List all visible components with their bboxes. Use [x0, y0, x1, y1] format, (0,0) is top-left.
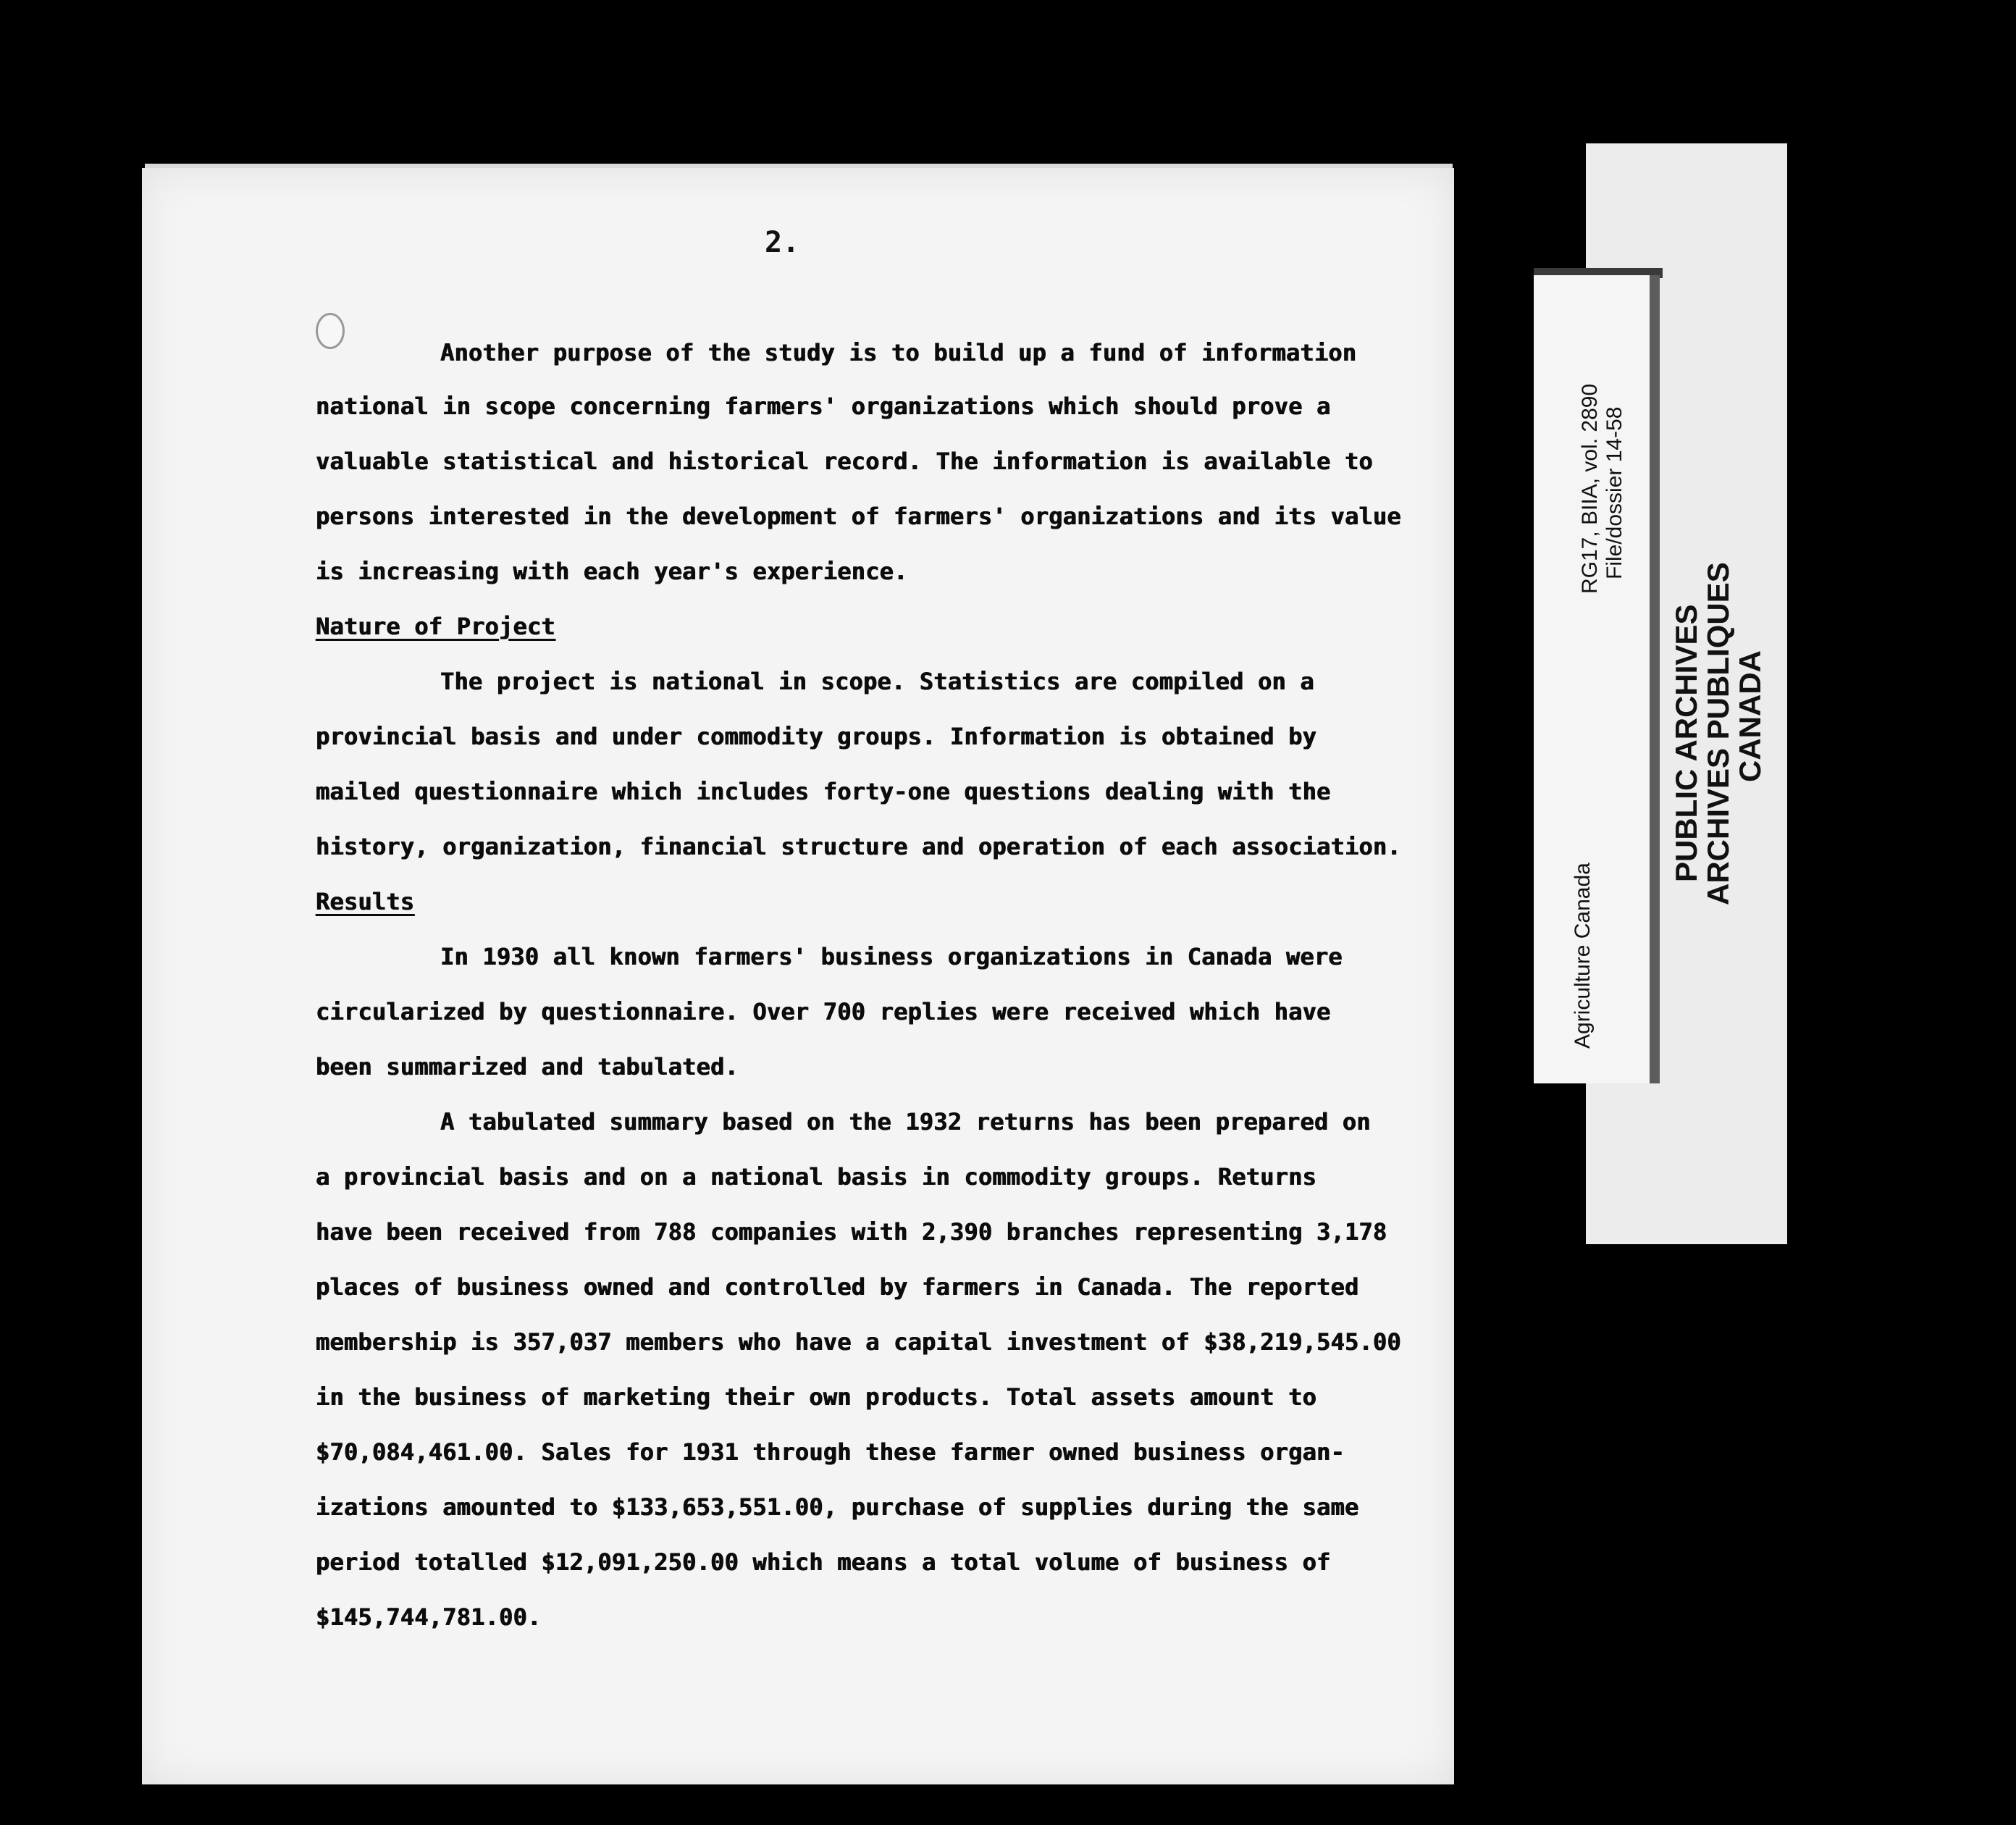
body-line: $145,744,781.00.	[316, 1603, 542, 1631]
archive-stamp-line-2: ARCHIVES PUBLIQUES	[1701, 562, 1735, 905]
body-line: period totalled $12,091,250.00 which means a total volume of business of	[316, 1548, 1331, 1576]
section-heading-results: Results	[316, 888, 415, 915]
body-line: $70,084,461.00. Sales for 1931 through these farmer owned business organ-	[316, 1438, 1345, 1466]
body-line: In 1930 all known farmers' business organizations in Canada were	[440, 943, 1343, 970]
page-number: 2.	[765, 226, 800, 259]
department-name: Agriculture Canada	[1571, 863, 1595, 1049]
body-line: is increasing with each year's experience.	[316, 558, 908, 585]
body-line: mailed questionnaire which includes forty-one questions dealing with the	[316, 778, 1331, 805]
reference-number: RG17, BIIA, vol. 2890	[1578, 383, 1602, 594]
body-line: provincial basis and under commodity groups. Information is obtained by	[316, 723, 1317, 750]
file-dossier-number: File/dossier 14-58	[1603, 406, 1626, 579]
body-line: A tabulated summary based on the 1932 returns has been prepared on	[440, 1108, 1371, 1136]
body-line: national in scope concerning farmers' organizations which should prove a	[316, 393, 1331, 420]
label-card-shadow	[1650, 275, 1660, 1083]
archive-stamp-line-3: CANADA	[1733, 650, 1767, 782]
body-line: izations amounted to $133,653,551.00, purchase of supplies during the same	[316, 1493, 1359, 1521]
body-line: been summarized and tabulated.	[316, 1053, 739, 1081]
punch-hole	[316, 313, 345, 349]
body-line: circularized by questionnaire. Over 700 replies were received which have	[316, 998, 1331, 1025]
body-line: membership is 357,037 members who have a capital investment of $38,219,545.00	[316, 1328, 1401, 1356]
archive-stamp-line-1: PUBLIC ARCHIVES	[1669, 604, 1703, 882]
body-line: persons interested in the development of farmers' organizations and its value	[316, 503, 1401, 530]
body-line: in the business of marketing their own products. Total assets amount to	[316, 1383, 1317, 1411]
body-line: have been received from 788 companies with 2,390 branches representing 3,178	[316, 1218, 1387, 1246]
body-line: history, organization, financial structure and operation of each association.	[316, 833, 1401, 860]
body-line: valuable statistical and historical record. The information is available to	[316, 448, 1373, 475]
body-line: a provincial basis and on a national basis in commodity groups. Returns	[316, 1163, 1317, 1191]
body-line: Another purpose of the study is to build up a fund of information	[440, 339, 1357, 366]
body-line: The project is national in scope. Statistics are compiled on a	[440, 668, 1314, 695]
body-line: places of business owned and controlled by farmers in Canada. The reported	[316, 1273, 1359, 1301]
section-heading-nature-of-project: Nature of Project	[316, 613, 555, 640]
document-page	[142, 168, 1454, 1784]
